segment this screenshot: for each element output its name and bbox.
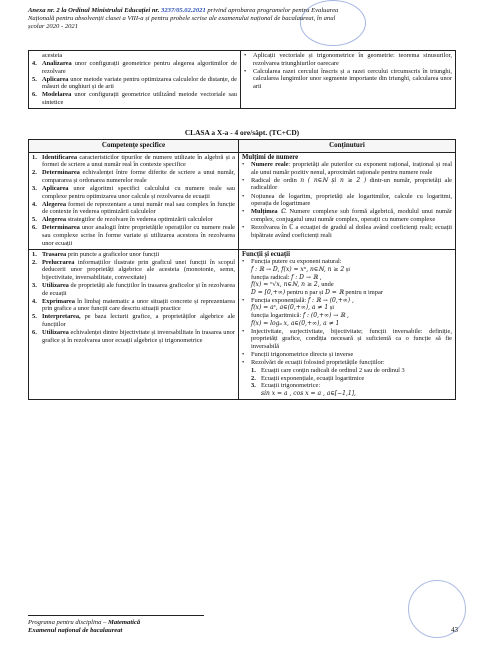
list-item: • Aplicații vectoriale și trigonometrice în geometrie: teorema sinusurilor, rezolvarea triunghiurilor oarecare [244, 52, 452, 67]
list-item: • Calcularea razei cercului înscris și a razei cercului circumscris în triunghi, calcularea lungimilor unor segmente importante din triunghi, calcularea unor arii [244, 67, 452, 90]
list-item: 3. Utilizarea de proprietăți ale funcțiilor în trasarea graficelor și în rezolvarea de ecuații [32, 282, 235, 297]
list-item: 6. Determinarea unor analogii între proprietățile operațiilor cu numere reale sau complexe scrise în forme variate și utilizarea acestora în rezolvarea unor ecuații [32, 224, 235, 247]
footer-exam: Examenul național de bacalaureat [28, 627, 123, 634]
section-title: CLASA a X-a - 4 ore/săpt. (TC+CD) [184, 128, 300, 137]
list-item: 4. Alegerea formei de reprezentare a unui număr real sau complex în funcție de contexte în vederea optimizării calculelor [32, 200, 235, 216]
list-item: 5. Alegerea strategiilor de rezolvare în vederea optimizării calculelor [32, 216, 213, 224]
document-header [28, 7, 458, 32]
list-item: • Rezolvarea în ℂ a ecuației de gradul al doilea având coeficienți reali; ecuații bipătrate având coeficienți reali [242, 223, 452, 239]
block2-left-cell [29, 249, 239, 399]
header-line2: Națională pentru absolvenții clasei a VIII-a și pentru probele scrise ale examenului național de bacalaureat, în anul [28, 15, 336, 23]
block1-right-cell [239, 152, 456, 249]
header-line3: școlar 2020 - 2021 [28, 23, 79, 31]
header-anexa: Anexa nr. 2 [28, 7, 60, 14]
footer-program: Programa pentru disciplina – [28, 619, 108, 626]
top-continuation-table [28, 50, 456, 109]
list-item: 3. Aplicarea unor algoritmi specifici calculului cu numere reale sau complexe pentru optimizarea unor calcule și rezolvarea de ecuații [32, 184, 235, 200]
list-item: 6. Modelarea unor configurații geometrice utilizând metode vectoriale sau sintetice [32, 91, 237, 107]
header-la-ordin: la Ordinul Ministrului Educației nr. [61, 7, 160, 14]
sub-list-item: 3. Ecuații trigonometrice: sin x = a , cos x = a , a∈[−1,1], [251, 382, 356, 397]
sub-list-item: 1. Ecuații care conțin radicali de ordinul 2 sau de ordinul 3 [251, 367, 405, 375]
list-item: • Funcții trigonometrice directe și inverse [242, 350, 354, 358]
list-item: 4. Analizarea unor configurații geometrice pentru alegerea algoritmilor de rezolvare [32, 60, 237, 75]
list-item: 5. Aplicarea unor metode variate pentru optimizarea calculelor de distanțe, de măsuri de unghiuri și de arii [32, 75, 237, 91]
block1-left-cell [29, 152, 239, 249]
list-item: 1. Identificarea caracteristicilor tipurilor de numere utilizate în algebră și a formei de scriere a unui număr real în contexte specifice [32, 153, 235, 169]
list-item: 2. Determinarea echivalenței între forme diferite de scriere a unui număr, compararea și ordonarea numerelor reale [32, 169, 236, 184]
list-item: • Noțiunea de logaritm, proprietăți ale logaritmilor, calcule cu logaritmi, operația de logaritmare [242, 192, 452, 208]
block2-right-cell [239, 249, 456, 399]
list-item: • Mulțimea ℂ. Numere complexe sub formă algebrică, modulul unui număr complex, conjugatul unui număr complex, operații cu numere complexe [242, 208, 452, 223]
footer-divider [28, 615, 204, 616]
block1-title: Mulțimi de numere [242, 153, 299, 161]
list-item: • Radical de ordin n ( n∈ℕ și n ≥ 2 ) dintr-un număr, proprietăți ale radicalilor [242, 176, 452, 192]
document-footer [28, 619, 456, 635]
list-item: • Injectivitate, surjectivitate, bijectivitate; funcții inversabile: definiție, proprietăți grafice, condiția necesară și suficientă ca o funcție să fie inversabilă [242, 327, 452, 350]
list-item: 2. Prelucrarea informațiilor ilustrate prin graficul unei funcții în scopul deducerii unor proprietăți algebrice ale acesteia (monotonie, semn, bijectivitate, inversabilitate, convexitate) [32, 258, 235, 281]
footer-subject: Matematică [107, 619, 141, 626]
list-item: • Funcția exponențială: f : ℝ → (0,+∞) , f(x) = aˣ, a∈(0,+∞), a ≠ 1 și funcția logaritmică: f : (0,+∞) → ℝ , f(x) = logₐ x, a∈(0,+∞), a ≠ 1 [242, 296, 354, 327]
list-item: 5. Interpretarea, pe baza lecturii grafice, a proprietăților algebrice ale funcțiilor [32, 313, 235, 329]
list-item: 4. Exprimarea în limbaj matematic a unor situații concrete și reprezentarea prin grafice a unor funcții care descriu situații practice [32, 297, 235, 313]
top-left-cell [29, 51, 241, 109]
list-item: 6. Utilizarea echivalenței dintre bijectivitate și inversabilitate în trasarea unor grafice și în rezolvarea unor ecuații algebrice și trigonometrice [32, 329, 235, 344]
list-item: 1. Trasarea prin puncte a graficelor unor funcții [32, 250, 160, 258]
top-right-cell [241, 51, 456, 109]
col-header-competente: Competențe specifice [29, 140, 239, 153]
sub-list-item: 2. Ecuații exponențiale, ecuații logaritmice [251, 374, 365, 382]
col-header-continuturi: Conținuturi [239, 140, 456, 153]
list-item: • Numere reale: proprietăți ale puterilor cu exponent rațional, irațional și real ale unui număr pozitiv nenul, aproximări raționale pentru numere reale [242, 161, 452, 176]
list-item: acesteia [42, 52, 63, 59]
list-item: • Funcția putere cu exponent natural: f : ℝ → D, f(x) = xⁿ, n∈ℕ, n ≥ 2 și funcția radical: f : D → ℝ , f(x) = ⁿ√x, n∈ℕ, n ≥ 2, unde D = [0,+∞) pentru n par și D = ℝ pentru n impar [242, 258, 383, 296]
block2-title: Funcții și ecuații [242, 250, 290, 258]
page-number: 43 [451, 626, 458, 634]
header-rest-line1: privind aprobarea programelor pentru Evaluarea [207, 7, 339, 14]
main-table [28, 139, 456, 400]
list-item: • Rezolvări de ecuații folosind proprietățile funcțiilor: [242, 359, 385, 367]
handwritten-order-number: 3237/05.02.2021 [161, 7, 206, 14]
